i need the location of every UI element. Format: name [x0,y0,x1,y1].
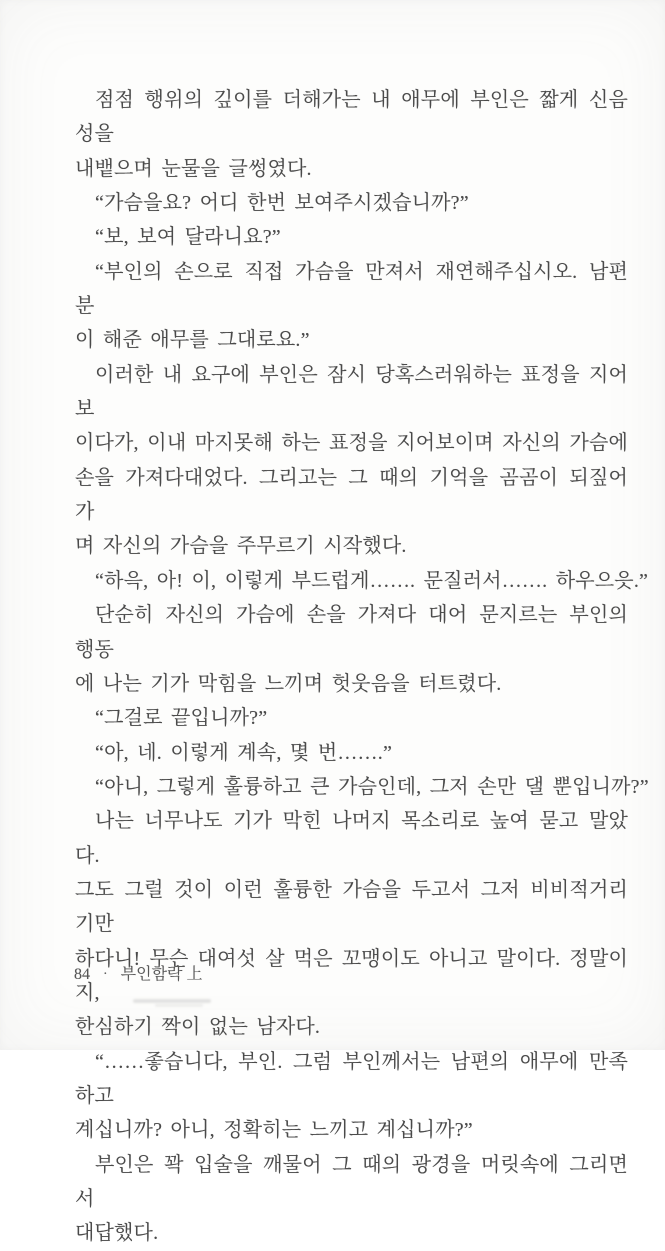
text-line: 에 나는 기가 막힘을 느끼며 헛웃음을 터트렸다. [75,672,502,695]
text-line: “보, 보여 달라니요?” [95,226,281,249]
text-line: 계십니까? 아니, 정확히는 느끼고 계십니까?” [75,1119,473,1142]
scan-smudge [155,1004,203,1007]
text-line: 며 자신의 가슴을 주무르기 시작했다. [75,535,407,558]
text-line: “아니, 그렇게 훌륭하고 큰 가슴인데, 그저 손만 댈 뿐입니까?” [95,775,649,798]
separator-dot: · [103,967,108,982]
text-line: 점점 행위의 깊이를 더해가는 내 애무에 부인은 짧게 신음성을 [75,89,628,146]
text-line: “가슴을요? 어디 한번 보여주시겠습니까?” [95,192,469,215]
scan-smudge [133,999,211,1003]
text-line: 이 해준 애무를 그대로요.” [75,329,310,352]
book-title: 부인함락 上 [120,966,203,983]
text-line: 대답했다. [75,1222,159,1245]
body-text [75,83,649,1251]
text-line: “아, 네. 이렇게 계속, 몇 번…….” [95,741,393,764]
text-line: 부인은 꽉 입술을 깨물어 그 때의 광경을 머릿속에 그리면서 [75,1153,628,1210]
text-line: 그도 그럴 것이 이런 훌륭한 가슴을 두고서 그저 비비적거리기만 [75,878,628,936]
text-line: “……좋습니다, 부인. 그럼 부인께서는 남편의 애무에 만족하고 [75,1050,628,1107]
text-line: 하다니! 무슨 대여섯 살 먹은 꼬맹이도 아니고 말이다. 정말이지, [75,947,628,1004]
page-footer [74,963,203,987]
text-line: 나는 너무나도 기가 막힌 나머지 목소리로 높여 묻고 말았다. [75,810,628,867]
text-line: 이러한 내 요구에 부인은 잠시 당혹스러워하는 표정을 지어보 [75,363,628,421]
text-line: 이다가, 이내 마지못해 하는 표정을 지어보이며 자신의 가슴에 [75,432,628,455]
text-line: 단순히 자신의 가슴에 손을 가져다 대어 문지르는 부인의 행동 [75,604,628,661]
text-line: “하윽, 아! 이, 이렇게 부드럽게……. 문질러서……. 하우으읏.” [95,569,649,592]
text-line: 손을 가져다대었다. 그리고는 그 때의 기억을 곰곰이 되짚어 가 [75,466,628,524]
text-line: “그걸로 끝입니까?” [95,707,268,730]
text-line: “부인의 손으로 직접 가슴을 만져서 재연해주십시오. 남편 분 [75,260,628,318]
text-line: 한심하기 짝이 없는 남자다. [75,1016,321,1039]
text-line: 내뱉으며 눈물을 글썽였다. [75,157,312,180]
page-number: 84 [74,966,90,983]
